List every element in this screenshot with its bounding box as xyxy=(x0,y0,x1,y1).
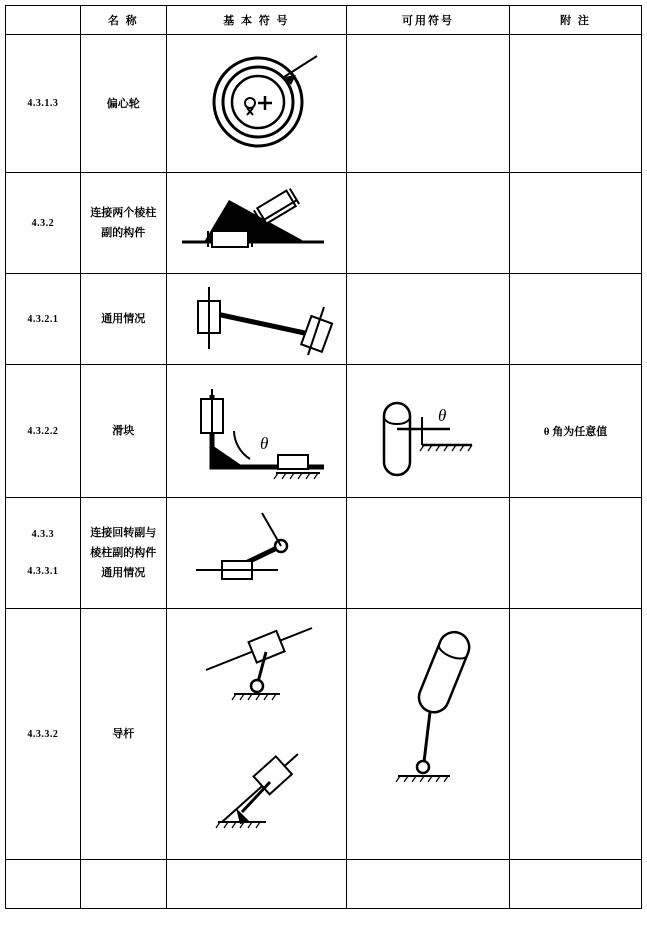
row-name: 通用情况 xyxy=(80,274,166,365)
header-note: 附 注 xyxy=(509,6,641,35)
row-note xyxy=(509,860,641,909)
row-note xyxy=(509,609,641,860)
row-alt-symbol xyxy=(347,35,510,173)
row-alt-symbol xyxy=(347,860,510,909)
theta-label: θ xyxy=(438,406,447,425)
row-code: 4.3.1.3 xyxy=(6,35,81,173)
row-note xyxy=(509,35,641,173)
row-name: 连接两个棱柱 副的构件 xyxy=(80,173,166,274)
eccentric-wheel-symbol xyxy=(166,35,346,173)
slider-alt-symbol xyxy=(347,365,510,498)
row-name: 偏心轮 xyxy=(80,35,166,173)
header-alt-symbol: 可用符号 xyxy=(347,6,510,35)
row-alt-symbol xyxy=(347,274,510,365)
row-code: 4.3.3.2 xyxy=(6,609,81,860)
table-row xyxy=(6,365,642,498)
table-row xyxy=(6,498,642,609)
row-code: 4.3.2 xyxy=(6,173,81,274)
row-alt-symbol xyxy=(347,173,510,274)
header-name: 名 称 xyxy=(80,6,166,35)
table-row xyxy=(6,860,642,909)
row-code: 4.3.2.2 xyxy=(6,365,81,498)
general-case-symbol xyxy=(166,274,346,365)
row-name xyxy=(80,860,166,909)
row-note xyxy=(509,173,641,274)
row-code: 4.3.3 4.3.3.1 xyxy=(6,498,81,609)
revolute-prismatic-link-symbol xyxy=(166,498,346,609)
theta-label: θ xyxy=(260,434,269,453)
slider-symbol xyxy=(166,365,346,498)
table-row xyxy=(6,35,642,173)
table-row xyxy=(6,173,642,274)
table-row xyxy=(6,609,642,860)
header-code xyxy=(6,6,81,35)
row-name: 连接回转副与 棱柱副的构件 通用情况 xyxy=(80,498,166,609)
row-name: 导杆 xyxy=(80,609,166,860)
row-alt-symbol xyxy=(347,498,510,609)
guide-bar-alt-symbol xyxy=(347,609,510,860)
table-header-row xyxy=(6,6,642,35)
row-note xyxy=(509,274,641,365)
row-code: 4.3.2.1 xyxy=(6,274,81,365)
row-name: 滑块 xyxy=(80,365,166,498)
symbols-table xyxy=(5,5,642,909)
guide-bar-symbol xyxy=(166,609,346,860)
table-row xyxy=(6,274,642,365)
row-code xyxy=(6,860,81,909)
header-basic-symbol: 基 本 符 号 xyxy=(166,6,346,35)
row-basic-symbol xyxy=(166,860,346,909)
row-note xyxy=(509,498,641,609)
row-note: θ 角为任意值 xyxy=(509,365,641,498)
two-prismatic-pairs-link-symbol xyxy=(166,173,346,274)
